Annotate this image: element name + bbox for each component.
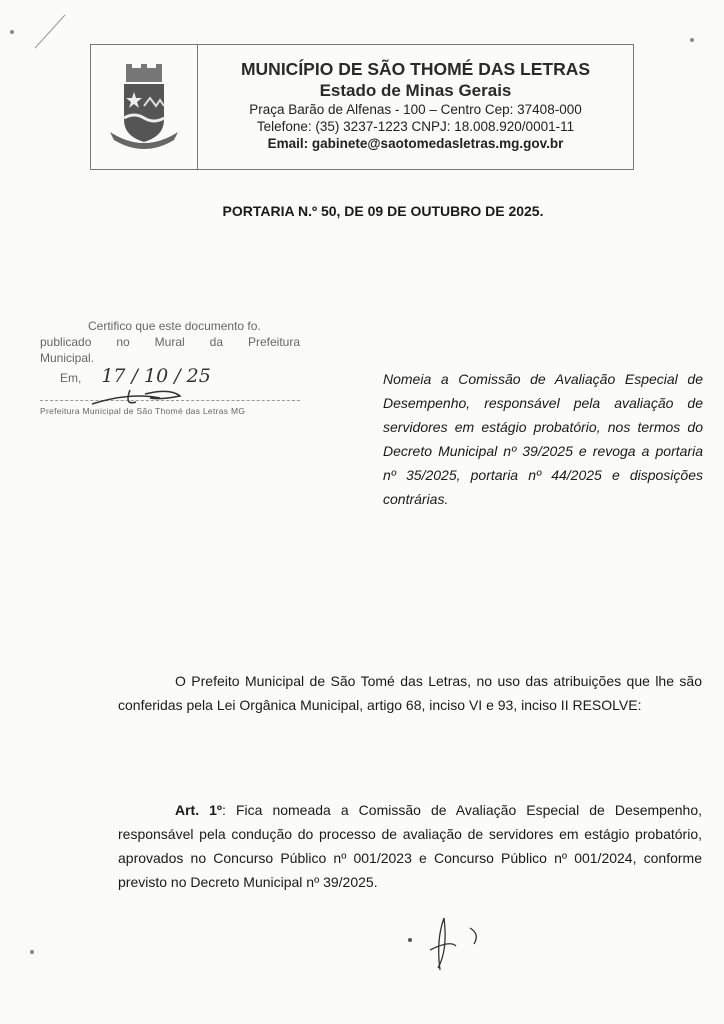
document-title: PORTARIA N.º 50, DE 09 DE OUTUBRO DE 2025.	[222, 203, 544, 219]
scan-dot	[10, 30, 14, 34]
signature-icon	[400, 910, 490, 980]
letterhead	[90, 44, 634, 170]
ementa: Nomeia a Comissão de Avaliação Especial de Desempenho, responsável pela avaliação de servidores em estágio probatório, nos termos do Decreto Municipal nº 39/2025 e revoga a portaria nº 35/2025, portaria nº 44/2025 e disposições contrárias.	[383, 371, 703, 507]
preamble: O Prefeito Municipal de São Tomé das Letras, no uso das atribuições que lhe são conferidas pela Lei Orgânica Municipal, artigo 68, inciso VI e 93, inciso II RESOLVE:	[118, 673, 702, 713]
address: Praça Barão de Alfenas - 100 – Centro Cep: 37408-000	[249, 102, 582, 117]
stamp-footer: Prefeitura Municipal de São Thomé das Letras MG	[40, 400, 300, 419]
stamp-line-2: publicado no Mural da Prefeitura	[40, 335, 300, 349]
phone-cnpj: Telefone: (35) 3237-1223 CNPJ: 18.008.920/0001-11	[256, 119, 575, 134]
scan-dot	[690, 38, 694, 42]
state-name: Estado de Minas Gerais	[319, 81, 512, 100]
stamp-line-1: Certifico que este documento fo.	[88, 319, 261, 333]
article-1	[118, 798, 702, 894]
stamp-date-label: Em,	[60, 371, 82, 385]
publication-stamp	[40, 318, 300, 419]
article-1-text: : Fica nomeada a Comissão de Avaliação Especial de Desempenho, responsável pela condução do processo de avaliação de servidores em estágio probatório, aprovados no Concurso Público nº 001/2023 e Concurso Público nº 001/2024, conforme previsto no Decreto Municipal nº 39/2025.	[118, 802, 702, 890]
municipality-name: MUNICÍPIO DE SÃO THOMÉ DAS LETRAS	[240, 59, 591, 79]
stamp-line-3: Municipal.	[40, 351, 95, 365]
stamp-date: 17 / 10 / 25	[101, 365, 211, 387]
article-1-label: Art. 1º	[175, 802, 223, 818]
stamp-signature-icon	[90, 388, 240, 408]
scan-mark-icon	[30, 10, 70, 50]
coat-of-arms-logo	[91, 45, 198, 169]
scan-dot	[30, 950, 34, 954]
email: Email: gabinete@saotomedasletras.mg.gov.br	[267, 136, 564, 151]
